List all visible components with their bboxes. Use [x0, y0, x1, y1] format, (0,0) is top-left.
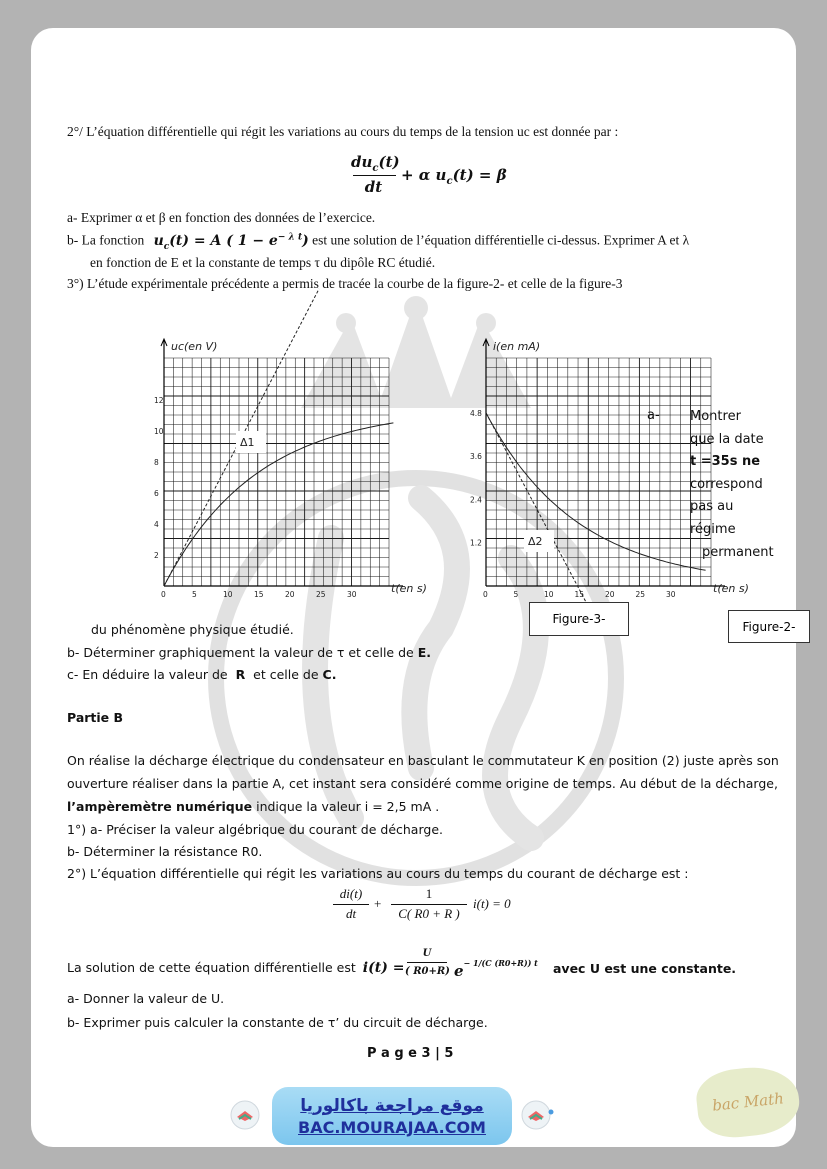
side-note — [690, 406, 774, 564]
y-tick-label: 6 — [154, 489, 159, 498]
x-tick-label: 0 — [483, 590, 488, 599]
site-arabic-name: موقع مراجعة باكالوريا — [300, 1095, 484, 1116]
page-number: P a g e 3 | 5 — [367, 1046, 454, 1061]
y-tick-label: 3.6 — [470, 452, 482, 462]
part-b-qb: b- Exprimer puis calculer la constante de τ’ du circuit de décharge. — [67, 1015, 488, 1030]
side-note-line: permanent — [702, 544, 774, 560]
side-note-line: régime — [690, 521, 736, 537]
x-axis-label: t(en s) — [713, 582, 749, 595]
y-tick-label: 4.8 — [470, 408, 482, 418]
x-tick-label: 30 — [666, 590, 676, 599]
side-note-line: que la date — [690, 431, 764, 447]
site-banner-link[interactable] — [272, 1087, 512, 1145]
part-b-equation: di(t) dt + 1 C( R0 + R ) i(t) = 0 — [331, 884, 531, 930]
x-tick-label: 5 — [192, 590, 197, 599]
solution-exponential: $e^{- 1/(C (R0+R)) t}$ — [454, 958, 538, 980]
part-b-qa: a- Donner la valeur de U. — [67, 991, 225, 1006]
side-note-line: pas au — [690, 499, 734, 515]
side-note-line: Montrer — [690, 409, 741, 424]
left-logo-icon — [230, 1100, 260, 1130]
part-b-p2: ouverture réaliser dans la partie A, cet instant sera considéré comme origine de temps. Au début de la décharge, — [67, 776, 778, 791]
part-b-solution: La solution de cette équation différentielle est i(t) = — [67, 960, 405, 976]
part-b-q1a: 1°) a- Préciser la valeur algébrique du courant de décharge. — [67, 822, 443, 837]
q3-item-c: c- En déduire la valeur de R et celle de C. — [67, 667, 337, 682]
q3-item-b: b- Déterminer graphiquement la valeur de τ et celle de E. — [67, 645, 431, 660]
eq-denominator: dt — [364, 178, 383, 196]
figure-2-graph — [109, 336, 427, 608]
x-tick-label: 20 — [285, 590, 295, 599]
figure-3-label: Figure-3- — [529, 602, 629, 636]
x-tick-label: 10 — [223, 590, 233, 599]
discharge-curve — [486, 413, 706, 571]
x-tick-label: 25 — [316, 590, 326, 599]
q2-item-b: b- La fonction $u_c(t) = A$ ( $1 - e^{- \lambda t}$) est une solution de l’équation différentielle ci-dessus. Exprimer A et λ — [67, 232, 690, 252]
eq-rest: + α u — [401, 166, 447, 184]
q2-item-b-line2: en fonction de E et la constante de temps τ du dipôle RC étudié. — [90, 255, 436, 270]
y-axis-label: i(en mA) — [493, 340, 541, 353]
solution-fraction: U ( R0+R) — [405, 948, 450, 977]
y-tick-label: 12 — [154, 396, 164, 405]
y-tick-label: 2 — [154, 551, 159, 560]
q2-intro: 2°/ L’équation différentielle qui régit les variations au cours du temps de la tension uc est donnée par : — [67, 124, 619, 139]
x-tick-label: 10 — [544, 590, 554, 599]
q3-intro: 3°) L’étude expérimentale précédente a permis de tracée la courbe de la figure-2- et celle de la figure-3 — [67, 276, 623, 291]
part-b-solution-post: avec U est une constante. — [553, 961, 737, 976]
x-tick-label: 15 — [574, 590, 585, 599]
x-tick-label: 15 — [254, 590, 264, 599]
y-tick-label: 1.2 — [470, 538, 482, 548]
eq-numerator: du — [351, 153, 373, 171]
charge-curve — [164, 423, 393, 586]
part-b-q2: 2°) L’équation différentielle qui régit les variations au cours du temps du courant de décharge est : — [67, 866, 689, 881]
bac-math-badge: bac Math — [694, 1063, 803, 1141]
right-logo-icon — [521, 1100, 555, 1130]
tangent-label-1: Δ1 — [240, 436, 255, 449]
y-axis-label: uc(en V) — [171, 340, 218, 353]
part-b-p1: On réalise la décharge électrique du condensateur en basculant le commutateur K en position (2) juste après son — [67, 753, 779, 768]
x-tick-label: 25 — [635, 590, 646, 599]
q3-item-a-end: du phénomène physique étudié. — [91, 622, 294, 637]
figure-2-label: Figure-2- — [728, 610, 810, 643]
side-note-marker: a- — [647, 408, 660, 423]
x-tick-label: 5 — [513, 590, 519, 599]
side-note-line: correspond — [690, 476, 763, 492]
part-b-p3: l’ampèremètre numérique indique la valeur i = 2,5 mA . — [67, 799, 440, 814]
y-tick-label: 10 — [154, 427, 164, 436]
tangent-label-2: Δ2 — [528, 535, 543, 548]
x-tick-label: 20 — [605, 590, 615, 599]
part-b-q1b: b- Déterminer la résistance R0. — [67, 844, 263, 859]
y-tick-label: 4 — [154, 520, 159, 529]
side-note-line: t =35s ne — [690, 454, 761, 470]
x-tick-label: 0 — [161, 590, 166, 599]
site-url: BAC.MOURAJAA.COM — [298, 1117, 486, 1137]
x-tick-label: 30 — [347, 590, 357, 599]
x-axis-label: t(en s) — [391, 582, 427, 595]
tangent-line-2 — [486, 413, 590, 609]
part-b-title: Partie B — [67, 710, 124, 725]
document-page — [31, 28, 796, 1147]
q2-equation: $du_c(t)$ dt + α $u_c(t) = \beta$ — [351, 153, 507, 196]
q2-item-a: a- Exprimer α et β en fonction des données de l’exercice. — [67, 210, 376, 225]
y-tick-label: 2.4 — [470, 495, 482, 505]
y-tick-label: 8 — [154, 458, 159, 467]
